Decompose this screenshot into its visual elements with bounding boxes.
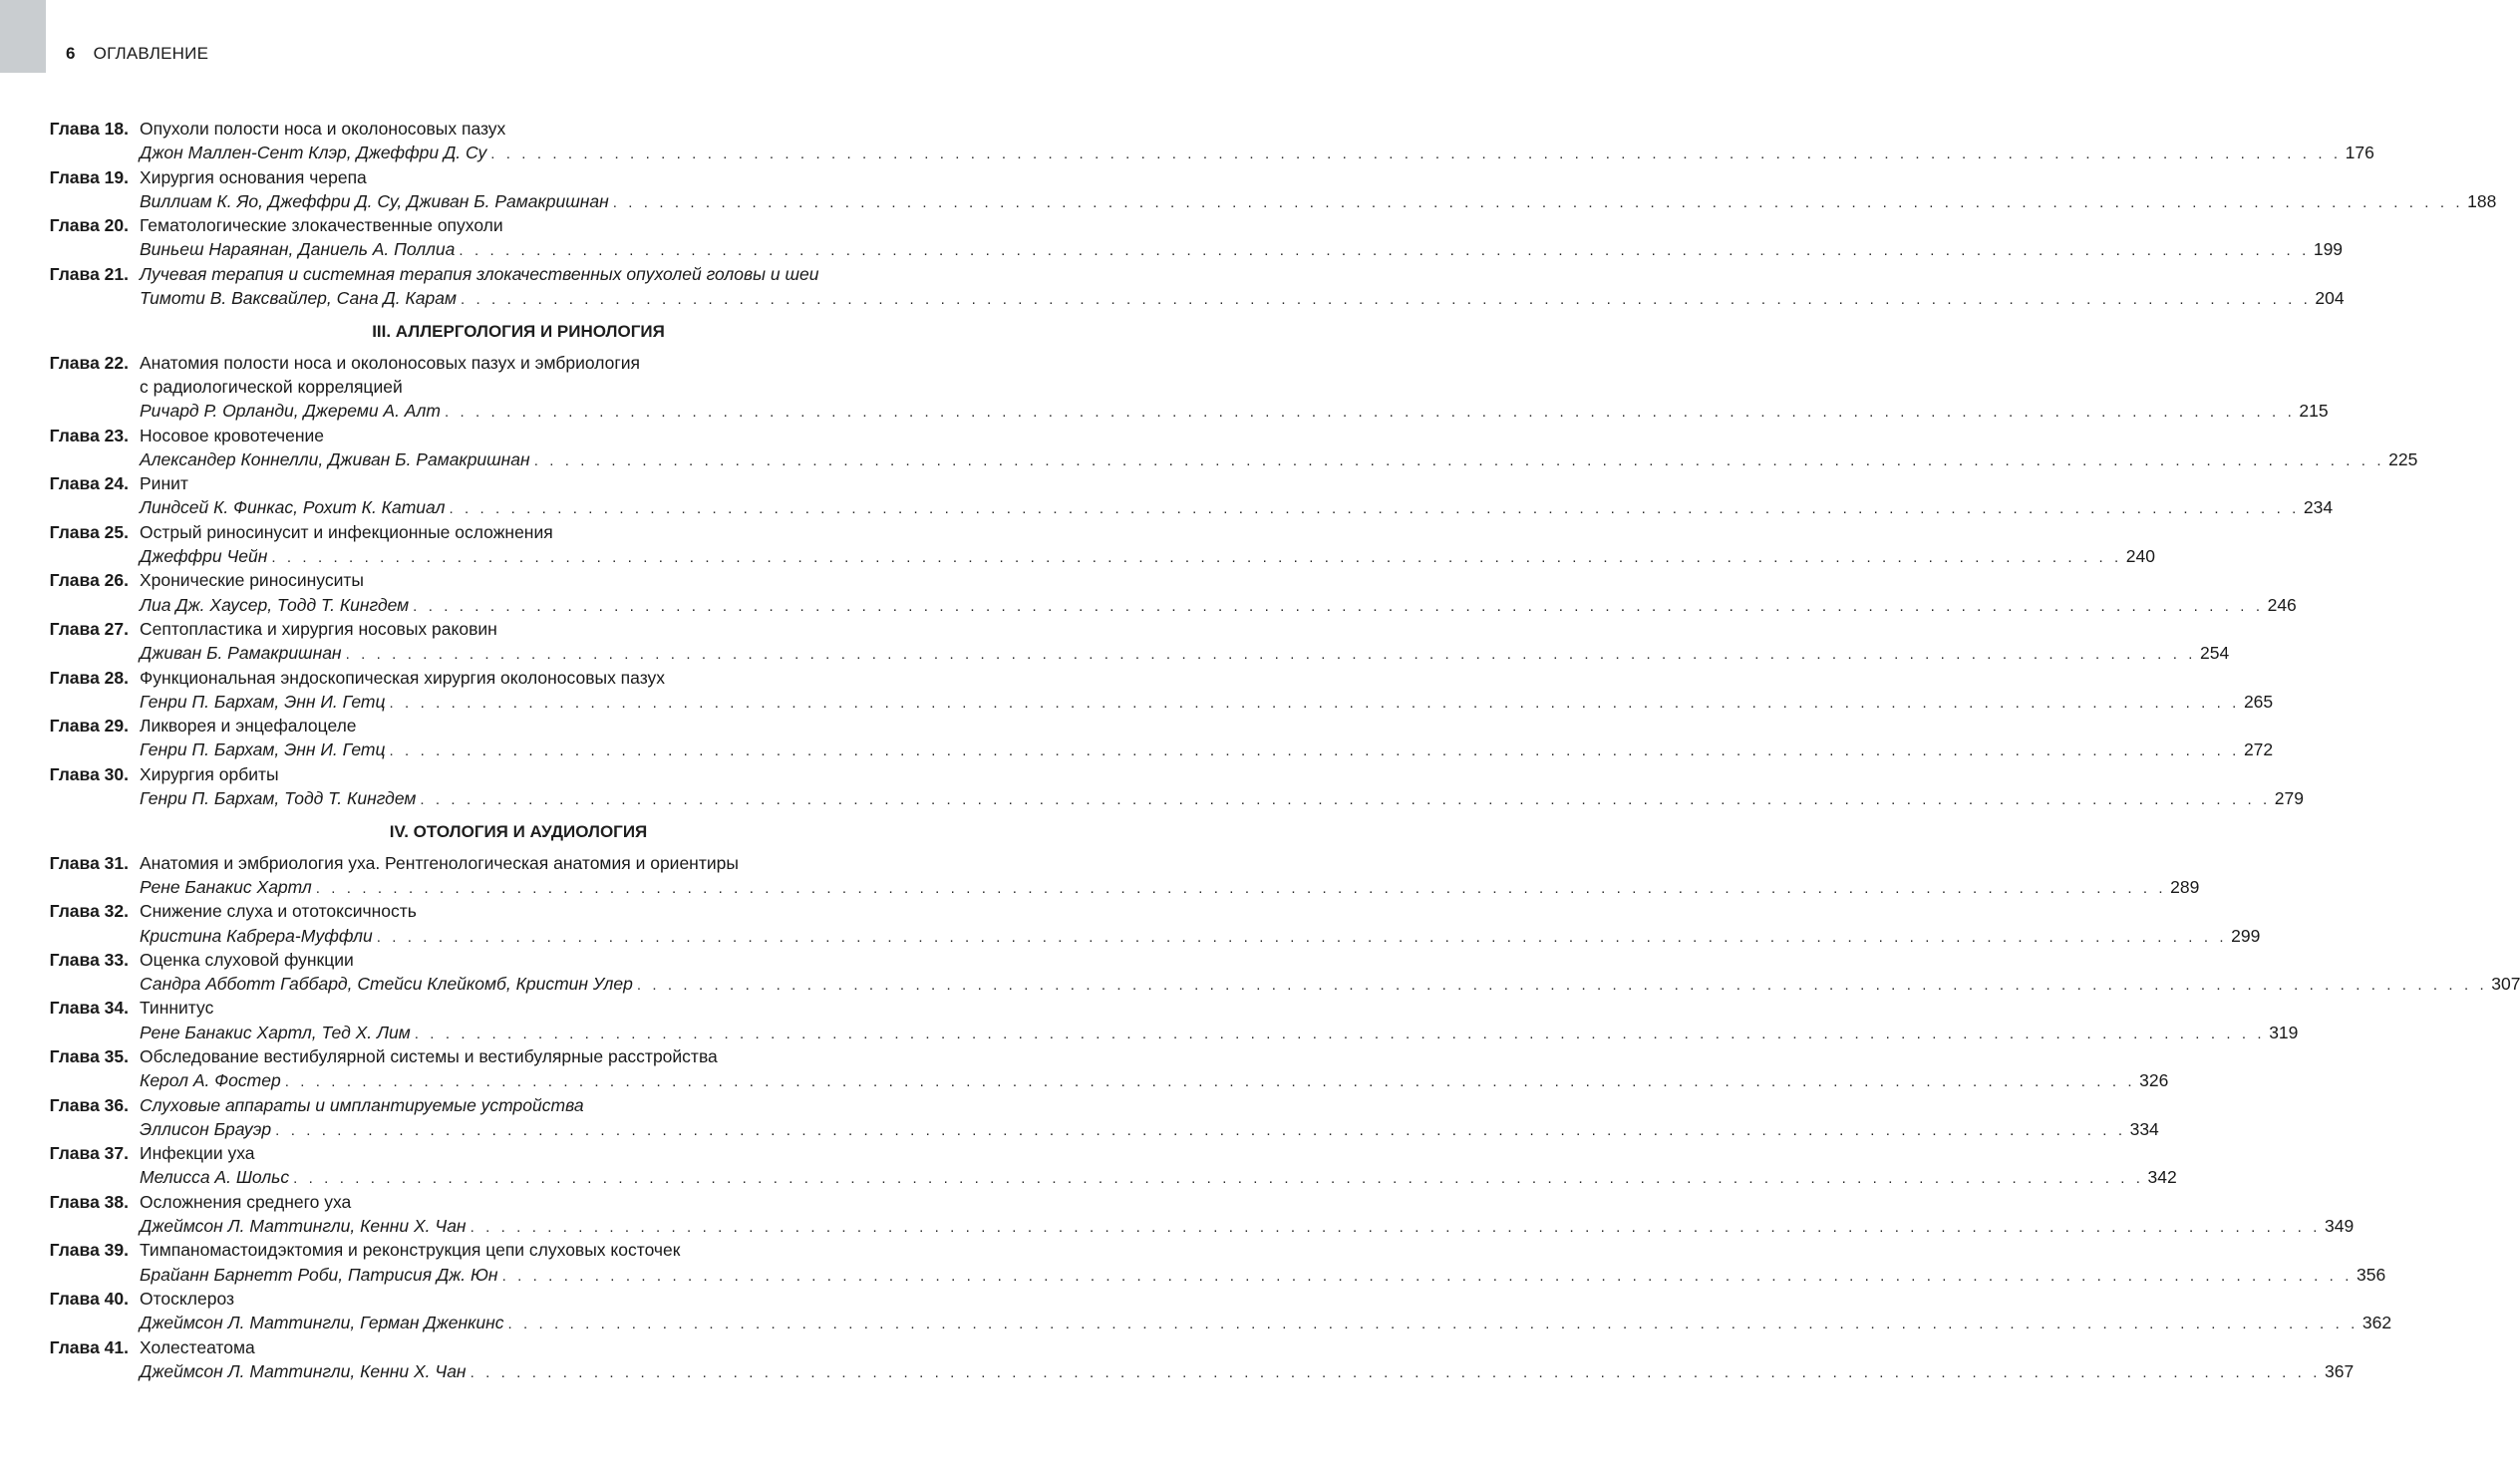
chapter-authors: Генри П. Бархам, Энн И. Гетц — [140, 739, 386, 760]
chapter-label: Глава 18. — [49, 119, 129, 139]
toc-entry[interactable] — [0, 666, 2274, 715]
chapter-title: Тимпаномастоидэктомия и реконструкция цепи слуховых косточек — [140, 1240, 681, 1261]
toc-entry[interactable] — [0, 851, 2200, 900]
header-title: ОГЛАВЛЕНИЕ — [93, 44, 209, 63]
chapter-title: Опухоли полости носа и околоносовых пазух — [140, 119, 506, 139]
chapter-title: Анатомия и эмбриология уха. Рентгенологическая анатомия и ориентиры — [140, 852, 739, 873]
chapter-title: Хирургия основания черепа — [140, 166, 367, 187]
dot-leader: . . . . . . . . . . . . . . . . . . . . . . . . . . . . . . . . . . . . . . . . . . . . . . . . . . . . . . . . . . . . . . . . . . . . . . . . . . . . . . . . . . . . . . . . . . . . . . . . . . . . . . . . . . . . . . . . . . . . . . . . — [376, 928, 2228, 946]
chapter-label: Глава 35. — [49, 1045, 129, 1066]
chapter-title: Острый риносинусит и инфекционные осложнения — [140, 521, 553, 542]
toc-entry[interactable] — [0, 1335, 2355, 1384]
chapter-page-number: 289 — [2170, 876, 2200, 897]
chapter-authors: Сандра Абботт Габбард, Стейси Клейкомб, Кристин Улер — [140, 974, 633, 995]
toc-entry[interactable] — [0, 1044, 2169, 1093]
toc-entry[interactable] — [0, 117, 2374, 165]
chapter-label: Глава 30. — [49, 763, 129, 784]
running-header — [66, 44, 208, 68]
chapter-authors: Керол А. Фостер — [140, 1070, 281, 1091]
toc-entry[interactable] — [0, 762, 2304, 811]
chapter-title: Анатомия полости носа и околоносовых пазух и эмбриология — [140, 352, 641, 373]
dot-leader: . . . . . . . . . . . . . . . . . . . . . . . . . . . . . . . . . . . . . . . . . . . . . . . . . . . . . . . . . . . . . . . . . . . . . . . . . . . . . . . . . . . . . . . . . . . . . . . . . . . . . . . . . . . . . . . . . . . . . . . . — [501, 1267, 2353, 1285]
chapter-page-number: 188 — [2467, 190, 2497, 211]
chapter-page-number: 299 — [2231, 925, 2261, 946]
dot-leader: . . . . . . . . . . . . . . . . . . . . . . . . . . . . . . . . . . . . . . . . . . . . . . . . . . . . . . . . . . . . . . . . . . . . . . . . . . . . . . . . . . . . . . . . . . . . . . . . . . . . . . . . . . . . . . . . . . . . . . . . — [275, 1121, 2126, 1139]
chapter-authors: Джон Маллен-Сент Клэр, Джеффри Д. Су — [140, 143, 487, 163]
toc-entry[interactable] — [0, 165, 2497, 214]
chapter-authors: Генри П. Бархам, Энн И. Гетц — [140, 691, 386, 712]
chapter-title: Отосклероз — [140, 1288, 235, 1309]
chapter-authors: Лиа Дж. Хаусер, Тодд Т. Кингдем — [140, 594, 410, 615]
chapter-label: Глава 40. — [49, 1288, 129, 1309]
toc-entry[interactable] — [0, 617, 2230, 666]
chapter-page-number: 225 — [2388, 448, 2418, 469]
dot-leader: . . . . . . . . . . . . . . . . . . . . . . . . . . . . . . . . . . . . . . . . . . . . . . . . . . . . . . . . . . . . . . . . . . . . . . . . . . . . . . . . . . . . . . . . . . . . . . . . . . . . . . . . . . . . . . . . . . . . . . . . — [315, 879, 2167, 897]
chapter-label: Глава 37. — [49, 1143, 129, 1164]
chapter-title: Обследование вестибулярной системы и вестибулярные расстройства — [140, 1045, 718, 1066]
dot-leader: . . . . . . . . . . . . . . . . . . . . . . . . . . . . . . . . . . . . . . . . . . . . . . . . . . . . . . . . . . . . . . . . . . . . . . . . . . . . . . . . . . . . . . . . . . . . . . . . . . . . . . . . . . . . . . . . . . . . . . . . — [470, 1219, 2321, 1237]
dot-leader: . . . . . . . . . . . . . . . . . . . . . . . . . . . . . . . . . . . . . . . . . . . . . . . . . . . . . . . . . . . . . . . . . . . . . . . . . . . . . . . . . . . . . . . . . . . . . . . . . . . . . . . . . . . . . . . . . . . . . . . . — [389, 694, 2240, 712]
dot-leader: . . . . . . . . . . . . . . . . . . . . . . . . . . . . . . . . . . . . . . . . . . . . . . . . . . . . . . . . . . . . . . . . . . . . . . . . . . . . . . . . . . . . . . . . . . . . . . . . . . . . . . . . . . . . . . . . . . . . . . . . — [460, 291, 2312, 309]
dot-leader: . . . . . . . . . . . . . . . . . . . . . . . . . . . . . . . . . . . . . . . . . . . . . . . . . . . . . . . . . . . . . . . . . . . . . . . . . . . . . . . . . . . . . . . . . . . . . . . . . . . . . . . . . . . . . . . . . . . . . . . . — [507, 1316, 2359, 1333]
chapter-authors: Линдсей К. Финкас, Рохит К. Катиал — [140, 497, 446, 518]
toc-entry[interactable] — [0, 1238, 2386, 1287]
chapter-title: Осложнения среднего уха — [140, 1191, 352, 1212]
chapter-page-number: 272 — [2243, 739, 2274, 760]
chapter-title: Септопластика и хирургия носовых раковин — [140, 618, 497, 639]
chapter-authors: Дживан Б. Рамакришнан — [140, 643, 342, 664]
chapter-title: Носовое кровотечение — [140, 425, 325, 445]
chapter-label: Глава 27. — [49, 618, 129, 639]
chapter-title: Лучевая терапия и системная терапия злокачественных опухолей головы и шеи — [140, 263, 819, 284]
dot-leader: . . . . . . . . . . . . . . . . . . . . . . . . . . . . . . . . . . . . . . . . . . . . . . . . . . . . . . . . . . . . . . . . . . . . . . . . . . . . . . . . . . . . . . . . . . . . . . . . . . . . . . . . . . . . . . . . . . . . . . . . — [420, 791, 2271, 809]
chapter-title: Снижение слуха и ототоксичность — [140, 901, 417, 922]
chapter-page-number: 326 — [2139, 1070, 2169, 1091]
dot-leader: . . . . . . . . . . . . . . . . . . . . . . . . . . . . . . . . . . . . . . . . . . . . . . . . . . . . . . . . . . . . . . . . . . . . . . . . . . . . . . . . . . . . . . . . . . . . . . . . . . . . . . . . . . . . . . . . . . . . . . . . — [612, 193, 2464, 211]
chapter-page-number: 319 — [2269, 1022, 2299, 1042]
chapter-authors: Тимоти В. Ваксвайлер, Сана Д. Карам — [140, 288, 457, 309]
chapter-label: Глава 32. — [49, 901, 129, 922]
dot-leader: . . . . . . . . . . . . . . . . . . . . . . . . . . . . . . . . . . . . . . . . . . . . . . . . . . . . . . . . . . . . . . . . . . . . . . . . . . . . . . . . . . . . . . . . . . . . . . . . . . . . . . . . . . . . . . . . . . . . . . . . — [345, 646, 2197, 664]
dot-leader: . . . . . . . . . . . . . . . . . . . . . . . . . . . . . . . . . . . . . . . . . . . . . . . . . . . . . . . . . . . . . . . . . . . . . . . . . . . . . . . . . . . . . . . . . . . . . . . . . . . . . . . . . . . . . . . . . . . . . . . . — [293, 1170, 2144, 1188]
chapter-title: Инфекции уха — [140, 1143, 255, 1164]
dot-leader: . . . . . . . . . . . . . . . . . . . . . . . . . . . . . . . . . . . . . . . . . . . . . . . . . . . . . . . . . . . . . . . . . . . . . . . . . . . . . . . . . . . . . . . . . . . . . . . . . . . . . . . . . . . . . . . . . . . . . . . . — [389, 742, 2240, 760]
dot-leader: . . . . . . . . . . . . . . . . . . . . . . . . . . . . . . . . . . . . . . . . . . . . . . . . . . . . . . . . . . . . . . . . . . . . . . . . . . . . . . . . . . . . . . . . . . . . . . . . . . . . . . . . . . . . . . . . . . . . . . . . — [470, 1363, 2321, 1381]
chapter-page-number: 199 — [2313, 239, 2344, 260]
chapter-page-number: 234 — [2303, 497, 2334, 518]
chapter-authors: Джеймсон Л. Маттингли, Герман Дженкинс — [140, 1313, 504, 1333]
chapter-authors: Эллисон Брауэр — [140, 1118, 272, 1139]
toc-entry[interactable] — [0, 899, 2261, 948]
chapter-title: Слуховые аппараты и имплантируемые устройства — [140, 1094, 584, 1115]
chapter-title: Гематологические злокачественные опухоли — [140, 215, 503, 236]
chapter-title: Оценка слуховой функции — [140, 949, 354, 970]
chapter-page-number: 356 — [2357, 1264, 2386, 1285]
header-page-number: 6 — [66, 44, 76, 63]
chapter-page-number: 307 — [2491, 974, 2520, 995]
dot-leader: . . . . . . . . . . . . . . . . . . . . . . . . . . . . . . . . . . . . . . . . . . . . . . . . . . . . . . . . . . . . . . . . . . . . . . . . . . . . . . . . . . . . . . . . . . . . . . . . . . . . . . . . . . . . . . . . . . . . . . . . — [413, 597, 2264, 615]
chapter-label: Глава 34. — [49, 998, 129, 1019]
chapter-label: Глава 36. — [49, 1094, 129, 1115]
chapter-page-number: 254 — [2200, 643, 2230, 664]
chapter-page-number: 367 — [2325, 1360, 2355, 1381]
dot-leader: . . . . . . . . . . . . . . . . . . . . . . . . . . . . . . . . . . . . . . . . . . . . . . . . . . . . . . . . . . . . . . . . . . . . . . . . . . . . . . . . . . . . . . . . . . . . . . . . . . . . . . . . . . . . . . . . . . . . . . . . — [636, 977, 2488, 995]
chapter-title: Ринит — [140, 473, 188, 494]
toc-entry[interactable] — [0, 714, 2274, 762]
chapter-page-number: 279 — [2274, 788, 2304, 809]
chapter-title: с радиологической корреляцией — [140, 376, 403, 397]
chapter-page-number: 265 — [2243, 691, 2274, 712]
chapter-page-number: 204 — [2315, 288, 2345, 309]
toc-entry[interactable] — [0, 262, 2345, 311]
chapter-title: Хронические риносинуситы — [140, 570, 364, 591]
chapter-label: Глава 28. — [49, 667, 129, 688]
chapter-authors: Рене Банакис Хартл — [140, 876, 312, 897]
toc-entry[interactable] — [0, 213, 2344, 262]
toc-entry[interactable] — [0, 948, 2520, 997]
chapter-title: Холестеатома — [140, 1336, 255, 1357]
dot-leader: . . . . . . . . . . . . . . . . . . . . . . . . . . . . . . . . . . . . . . . . . . . . . . . . . . . . . . . . . . . . . . . . . . . . . . . . . . . . . . . . . . . . . . . . . . . . . . . . . . . . . . . . . . . . . . . . . . . . . . . . — [444, 404, 2296, 422]
toc-entry[interactable] — [0, 1287, 2392, 1335]
chapter-label: Глава 31. — [49, 852, 129, 873]
chapter-page-number: 215 — [2299, 401, 2329, 422]
dot-leader: . . . . . . . . . . . . . . . . . . . . . . . . . . . . . . . . . . . . . . . . . . . . . . . . . . . . . . . . . . . . . . . . . . . . . . . . . . . . . . . . . . . . . . . . . . . . . . . . . . . . . . . . . . . . . . . . . . . . . . . . — [459, 242, 2310, 260]
section-heading: IV. ОТОЛОГИЯ И АУДИОЛОГИЯ — [389, 822, 648, 842]
chapter-authors: Виллиам К. Яо, Джеффри Д. Су, Дживан Б. Рамакришнан — [140, 190, 609, 211]
chapter-label: Глава 33. — [49, 949, 129, 970]
chapter-title: Хирургия орбиты — [140, 763, 279, 784]
chapter-authors: Александер Коннелли, Дживан Б. Рамакришнан — [140, 448, 530, 469]
chapter-label: Глава 20. — [49, 215, 129, 236]
chapter-label: Глава 39. — [49, 1240, 129, 1261]
chapter-authors: Рене Банакис Хартл, Тед Х. Лим — [140, 1022, 411, 1042]
chapter-page-number: 362 — [2362, 1313, 2392, 1333]
chapter-authors: Джеффри Чейн — [140, 546, 268, 567]
chapter-page-number: 240 — [2125, 546, 2155, 567]
chapter-label: Глава 29. — [49, 716, 129, 736]
dot-leader: . . . . . . . . . . . . . . . . . . . . . . . . . . . . . . . . . . . . . . . . . . . . . . . . . . . . . . . . . . . . . . . . . . . . . . . . . . . . . . . . . . . . . . . . . . . . . . . . . . . . . . . . . . . . . . . . . . . . . . . . — [284, 1073, 2136, 1091]
toc-entry[interactable] — [0, 568, 2297, 617]
chapter-label: Глава 24. — [49, 473, 129, 494]
toc-entry[interactable] — [0, 996, 2299, 1044]
chapter-page-number: 334 — [2129, 1118, 2159, 1139]
chapter-label: Глава 19. — [49, 166, 129, 187]
chapter-title: Тиннитус — [140, 998, 214, 1019]
chapter-label: Глава 26. — [49, 570, 129, 591]
toc-entry[interactable] — [0, 1093, 2159, 1142]
chapter-label: Глава 38. — [49, 1191, 129, 1212]
chapter-authors: Джеймсон Л. Маттингли, Кенни Х. Чан — [140, 1360, 467, 1381]
chapter-authors: Джеймсон Л. Маттингли, Кенни Х. Чан — [140, 1216, 467, 1237]
chapter-title: Функциональная эндоскопическая хирургия околоносовых пазух — [140, 667, 666, 688]
chapter-authors: Брайанн Барнетт Роби, Патрисия Дж. Юн — [140, 1264, 498, 1285]
chapter-authors: Виньеш Нараянан, Даниель А. Поллиа — [140, 239, 456, 260]
chapter-label: Глава 41. — [49, 1336, 129, 1357]
dot-leader: . . . . . . . . . . . . . . . . . . . . . . . . . . . . . . . . . . . . . . . . . . . . . . . . . . . . . . . . . . . . . . . . . . . . . . . . . . . . . . . . . . . . . . . . . . . . . . . . . . . . . . . . . . . . . . . . . . . . . . . . — [533, 451, 2385, 469]
toc-entry[interactable] — [0, 1141, 2177, 1190]
chapter-page-number: 246 — [2267, 594, 2297, 615]
chapter-page-number: 349 — [2325, 1216, 2355, 1237]
table-of-contents — [0, 117, 2520, 1383]
toc-entry[interactable] — [0, 1190, 2355, 1239]
chapter-authors: Кристина Кабрера-Муффли — [140, 925, 373, 946]
dot-leader: . . . . . . . . . . . . . . . . . . . . . . . . . . . . . . . . . . . . . . . . . . . . . . . . . . . . . . . . . . . . . . . . . . . . . . . . . . . . . . . . . . . . . . . . . . . . . . . . . . . . . . . . . . . . . . . . . . . . . . . . — [490, 146, 2342, 163]
page-edge-tab — [0, 0, 46, 73]
chapter-page-number: 176 — [2345, 143, 2374, 163]
toc-entry[interactable] — [0, 424, 2418, 472]
chapter-authors: Генри П. Бархам, Тодд Т. Кингдем — [140, 788, 417, 809]
chapter-label: Глава 23. — [49, 425, 129, 445]
chapter-label: Глава 22. — [49, 352, 129, 373]
chapter-title: Ликворея и энцефалоцеле — [140, 716, 357, 736]
chapter-authors: Мелисса А. Шольс — [140, 1167, 290, 1188]
chapter-label: Глава 25. — [49, 521, 129, 542]
dot-leader: . . . . . . . . . . . . . . . . . . . . . . . . . . . . . . . . . . . . . . . . . . . . . . . . . . . . . . . . . . . . . . . . . . . . . . . . . . . . . . . . . . . . . . . . . . . . . . . . . . . . . . . . . . . . . . . . . . . . . . . . — [271, 549, 2122, 567]
dot-leader: . . . . . . . . . . . . . . . . . . . . . . . . . . . . . . . . . . . . . . . . . . . . . . . . . . . . . . . . . . . . . . . . . . . . . . . . . . . . . . . . . . . . . . . . . . . . . . . . . . . . . . . . . . . . . . . . . . . . . . . . — [414, 1025, 2266, 1042]
chapter-authors: Ричард Р. Орланди, Джереми А. Алт — [140, 401, 441, 422]
toc-entry[interactable] — [0, 520, 2155, 569]
chapter-label: Глава 21. — [49, 263, 129, 284]
section-heading: III. АЛЛЕРГОЛОГИЯ И РИНОЛОГИЯ — [372, 322, 665, 342]
toc-entry[interactable] — [0, 351, 2329, 424]
chapter-page-number: 342 — [2147, 1167, 2177, 1188]
toc-entry[interactable] — [0, 471, 2334, 520]
dot-leader: . . . . . . . . . . . . . . . . . . . . . . . . . . . . . . . . . . . . . . . . . . . . . . . . . . . . . . . . . . . . . . . . . . . . . . . . . . . . . . . . . . . . . . . . . . . . . . . . . . . . . . . . . . . . . . . . . . . . . . . . — [449, 500, 2300, 518]
